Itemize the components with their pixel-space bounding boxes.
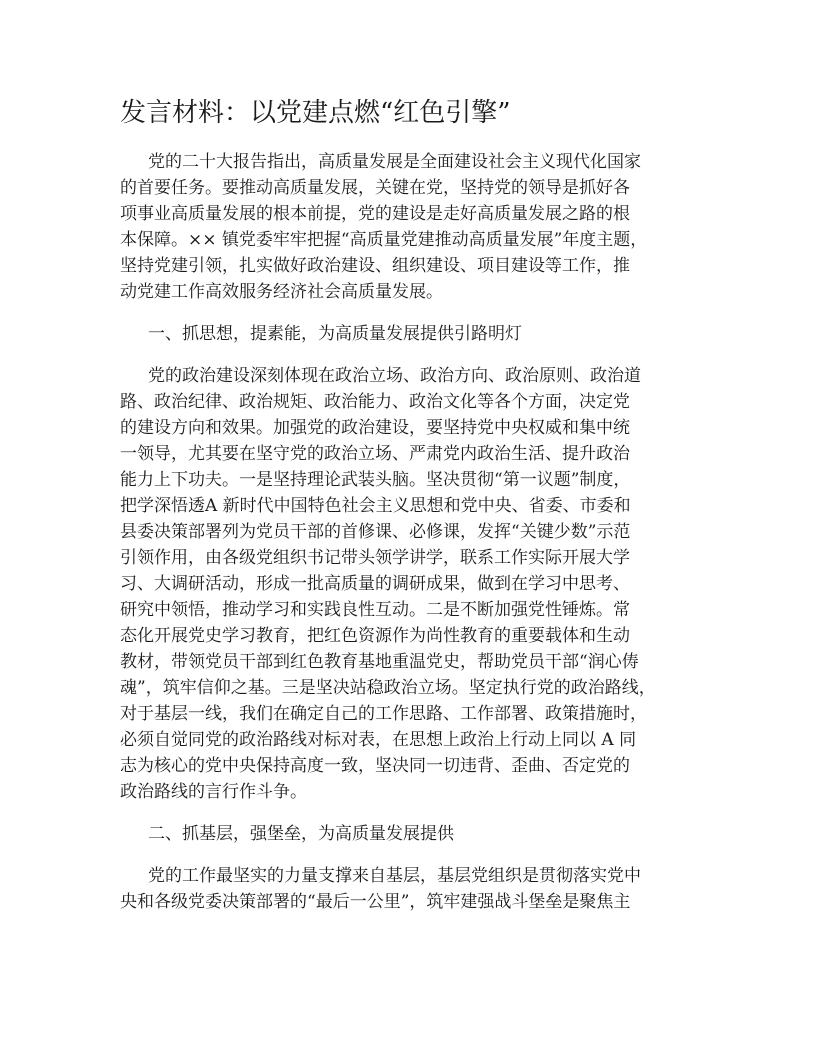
section-1-paragraph — [120, 363, 720, 805]
text-line: 魂”，筑牢信仰之基。三是坚决站稳政治立场。坚定执行党的政治路线， — [120, 678, 656, 698]
text-line: 党的二十大报告指出，高质量发展是全面建设社会主义现代化国家 — [148, 152, 641, 172]
text-line: 习、大调研活动，形成一批高质量的调研成果，做到在学习中思考、 — [120, 574, 630, 594]
text-line: 研究中领悟，推动学习和实践良性互动。二是不断加强党性锤炼。常 — [120, 600, 630, 620]
text-line: 本保障。×× 镇党委牢牢把握“高质量党建推动高质量发展”年度主题， — [120, 230, 648, 250]
text-line: 党的工作最坚实的力量支撑来自基层，基层党组织是贯彻落实党中 — [148, 866, 641, 886]
text-line: 的首要任务。要推动高质量发展，关键在党，坚持党的领导是抓好各 — [120, 178, 630, 198]
text-line: 政治路线的言行作斗争。 — [120, 782, 307, 802]
text-line: 项事业高质量发展的根本前提，党的建设是走好高质量发展之路的根 — [120, 204, 630, 224]
text-line: 能力上下功夫。一是坚持理论武装头脑。坚决贯彻“第一议题”制度， — [120, 470, 631, 490]
text-line: 的建设方向和效果。加强党的政治建设，要坚持党中央权威和集中统 — [120, 418, 630, 438]
intro-paragraph — [120, 149, 720, 305]
text-line: 志为核心的党中央保持高度一致，坚决同一切违背、歪曲、否定党的 — [120, 756, 630, 776]
text-line: 动党建工作高效服务经济社会高质量发展。 — [120, 282, 443, 302]
text-line: 一领导，尤其要在坚守党的政治立场、严肃党内政治生活、提升政治 — [120, 444, 630, 464]
text-line: 教材，带领党员干部到红色教育基地重温党史，帮助党员干部“润心俦 — [120, 652, 639, 672]
text-line: 引领作用，由各级党组织书记带头领学讲学，联系工作实际开展大学 — [120, 548, 630, 568]
section-heading-2: 二、抓基层，强堡垒，为高质量发展提供 — [148, 824, 454, 844]
section-2-paragraph — [120, 863, 720, 915]
text-line: 态化开展党史学习教育，把红色资源作为尚性教育的重要载体和生动 — [120, 626, 630, 646]
text-line: 必须自觉同党的政治路线对标对表，在思想上政治上行动上同以 A 同 — [120, 730, 637, 750]
text-line: 党的政治建设深刻体现在政治立场、政治方向、政治原则、政治道 — [148, 366, 641, 386]
text-line: 路、政治纪律、政治规矩、政治能力、政治文化等各个方面，决定党 — [120, 392, 630, 412]
text-line: 对于基层一线，我们在确定自己的工作思路、工作部署、政策措施时， — [120, 704, 647, 724]
document-body — [120, 149, 720, 915]
text-line: 县委决策部署列为党员干部的首修课、必修课，发挥“关键少数”示范 — [120, 522, 631, 542]
text-line: 坚持党建引领，扎实做好政治建设、组织建设、项目建设等工作，推 — [120, 256, 630, 276]
document-title: 发言材料：以党建点燃“红色引擎” — [120, 98, 511, 128]
text-line: 央和各级党委决策部署的“最后一公里”，筑牢建强战斗堡垒是聚焦主 — [120, 892, 631, 912]
section-heading-1: 一、抓思想，提素能，为高质量发展提供引路明灯 — [148, 324, 522, 344]
text-line: 把学深悟透A 新时代中国特色社会主义思想和党中央、省委、市委和 — [120, 496, 631, 516]
